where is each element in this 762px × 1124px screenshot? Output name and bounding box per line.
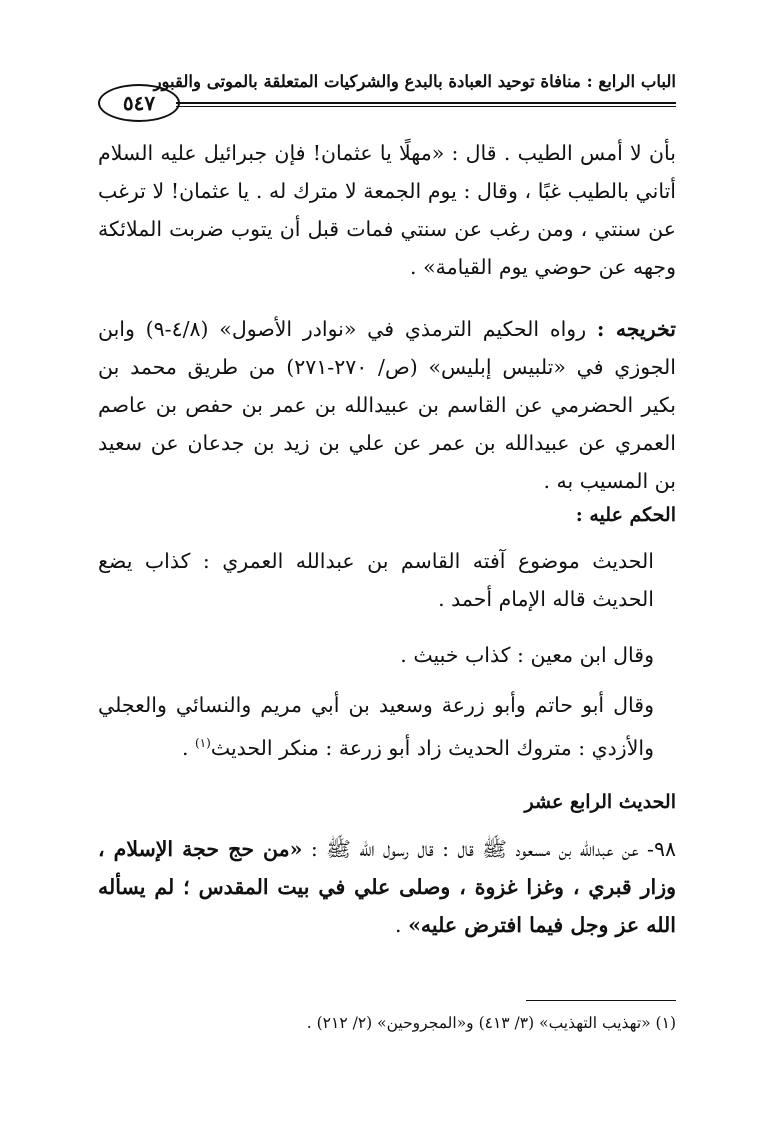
header-rule xyxy=(176,102,676,107)
chapter-label: الباب الرابع : xyxy=(586,72,676,91)
paragraph-end: . xyxy=(181,735,195,760)
hadith-paragraph xyxy=(98,830,676,944)
takhrij-label: تخريجه : xyxy=(596,317,676,341)
paragraph: وقال ابن معين : كذاب خبيث . xyxy=(400,643,654,667)
hadith-heading: الحديث الرابع عشر xyxy=(524,791,676,813)
text-block-continued xyxy=(98,134,676,286)
hadith-matn: «من حج حجة الإسلام ، وزار قبري ، وغزا غزوة ، وصلى علي في بيت المقدس ؛ لم يسأله الله عز وجل فيما افترض عليه» xyxy=(98,837,676,937)
hadith-end: . xyxy=(395,913,409,937)
hukm-heading: الحكم عليه : xyxy=(575,504,676,526)
paragraph xyxy=(98,686,676,767)
hukm-paragraph-3 xyxy=(98,686,676,767)
hadith-intro: ٩٨- عن عبدالله بن مسعود ﷺ قال : قال رسول الله ﷺ : xyxy=(310,837,676,861)
page-number: ٥٤٧ xyxy=(98,84,180,122)
takhrij-paragraph xyxy=(98,310,676,500)
hukm-paragraph-2 xyxy=(98,636,676,674)
takhrij-text: رواه الحكيم الترمذي في «نوادر الأصول» (٤/٨-٩) وابن الجوزي في «تلبيس إبليس» (ص/ ٢٧٠-٢٧١) من طريق محمد بن بكير الحضرمي عن القاسم بن عبيدالله بن عمر بن حفص بن عاصم العمري عن عبيدالله بن عمر عن علي بن زيد بن جدعان عن سعيد بن المسيب به . xyxy=(98,317,676,493)
hukm-paragraph-1 xyxy=(98,542,676,618)
running-title xyxy=(153,72,676,91)
footnote-separator xyxy=(526,1000,676,1001)
footnote: (١) «تهذيب التهذيب» (٣/ ٤١٣) و«المجروحين» (٢/ ٢١٢) . xyxy=(306,1014,676,1032)
paragraph: الحديث موضوع آفته القاسم بن عبدالله العمري : كذاب يضع الحديث قاله الإمام أحمد . xyxy=(98,549,654,611)
footnote-reference[interactable]: (١) xyxy=(194,736,211,750)
paragraph: بأن لا أمس الطيب . قال : «مهلًا يا عثمان! فإن جبرائيل عليه السلام أتاني بالطيب غبًا ، وقال : يوم الجمعة لا مترك له . يا عثمان! لا ترغب عن سنتي ، ومن رغب عن سنتي فمات قبل أن يتوب ضربت الملائكة وجهه عن حوضي يوم القيامة» . xyxy=(98,141,676,279)
page-header xyxy=(98,62,676,124)
paragraph-text: وقال أبو حاتم وأبو زرعة وسعيد بن أبي مريم والنسائي والعجلي والأزدي : متروك الحديث زاد أبو زرعة : منكر الحديث xyxy=(98,693,654,760)
chapter-title: منافاة توحيد العبادة بالبدع والشركيات المتعلقة بالموتى والقبور xyxy=(153,72,581,91)
hadith-block xyxy=(98,830,676,944)
takhrij-block xyxy=(98,310,676,500)
